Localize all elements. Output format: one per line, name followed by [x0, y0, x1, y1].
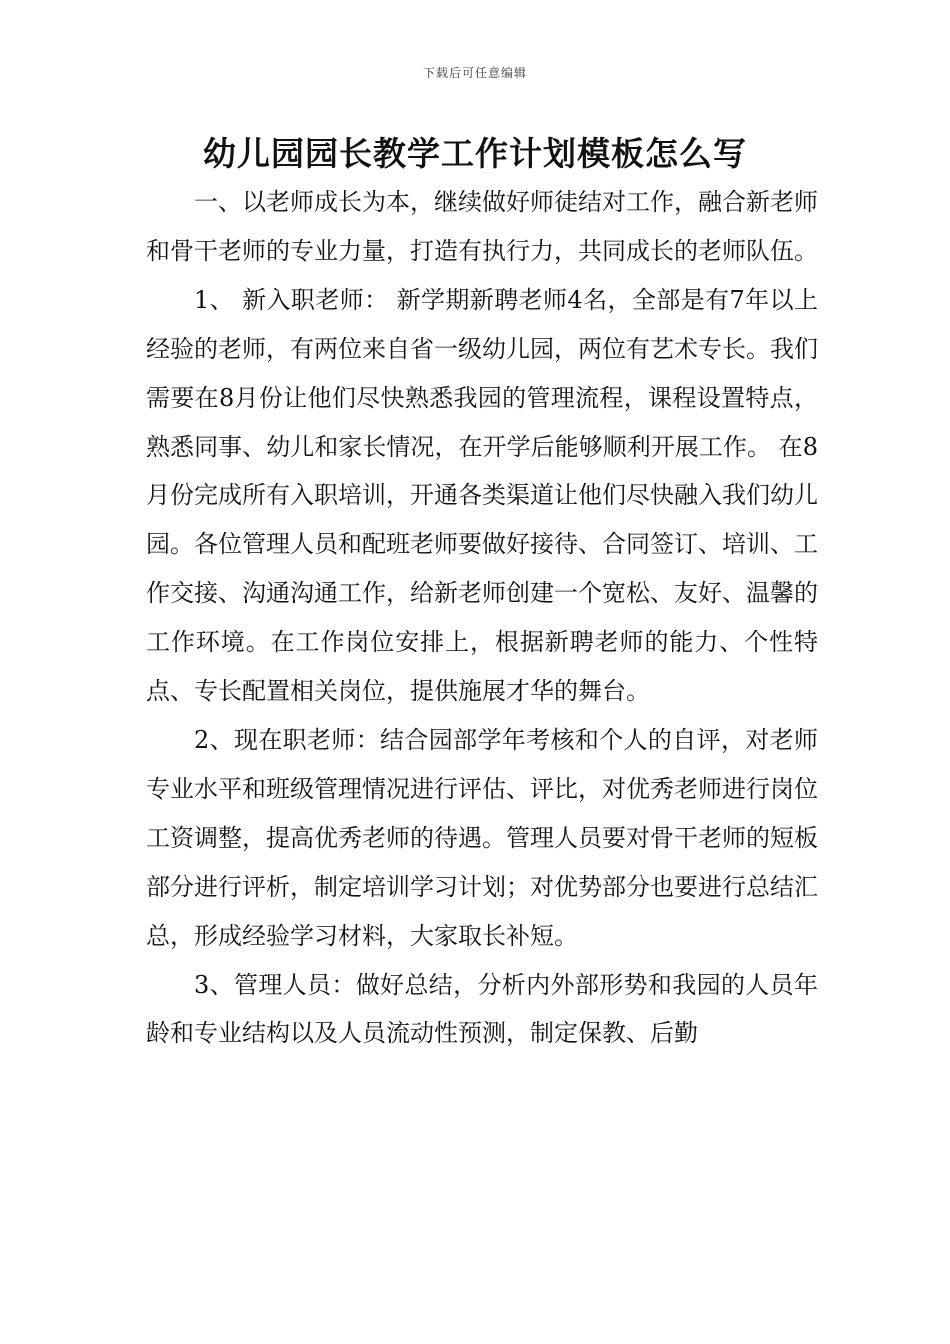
paragraph-new-teachers: 1、 新入职老师： 新学期新聘老师4名，全部是有7年以上经验的老师，有两位来自省一级幼儿园，两位有艺术专长。我们需要在8月份让他们尽快熟悉我园的管理流程，课程设置特点，熟悉同事、幼儿和家长情况，在开学后能够顺利开展工作。 在8月份完成所有入职培训，开通各类渠道让他们尽快融入我们幼儿园。各位管理人员和配班老师要做好接待、合同签订、培训、工作交接、沟通沟通工作，给新老师创建一个宽松、友好、温馨的工作环境。在工作岗位安排上，根据新聘老师的能力、个性特点、专长配置相关岗位，提供施展才华的舞台。 — [146, 285, 818, 706]
document-title: 幼儿园园长教学工作计划模板怎么写 — [203, 134, 747, 173]
paragraph-intro: 一、以老师成长为本，继续做好师徒结对工作，融合新老师和骨干老师的专业力量，打造有执行力，共同成长的老师队伍。 — [146, 188, 818, 265]
paragraph-management: 3、管理人员：做好总结，分析内外部形势和我园的人员年龄和专业结构以及人员流动性预测，制定保教、后勤 — [146, 970, 818, 1048]
paragraph-current-teachers: 2、现在职老师：结合园部学年考核和个人的自评，对老师专业水平和班级管理情况进行评估、评比，对优秀老师进行岗位工资调整，提高优秀老师的待遇。管理人员要对骨干老师的短板部分进行评析，制定培训学习计划；对优势部分也要进行总结汇总，形成经验学习材料，大家取长补短。 — [146, 725, 818, 950]
document-body — [146, 178, 818, 1058]
header-note: 下载后可任意编辑 — [422, 66, 527, 80]
